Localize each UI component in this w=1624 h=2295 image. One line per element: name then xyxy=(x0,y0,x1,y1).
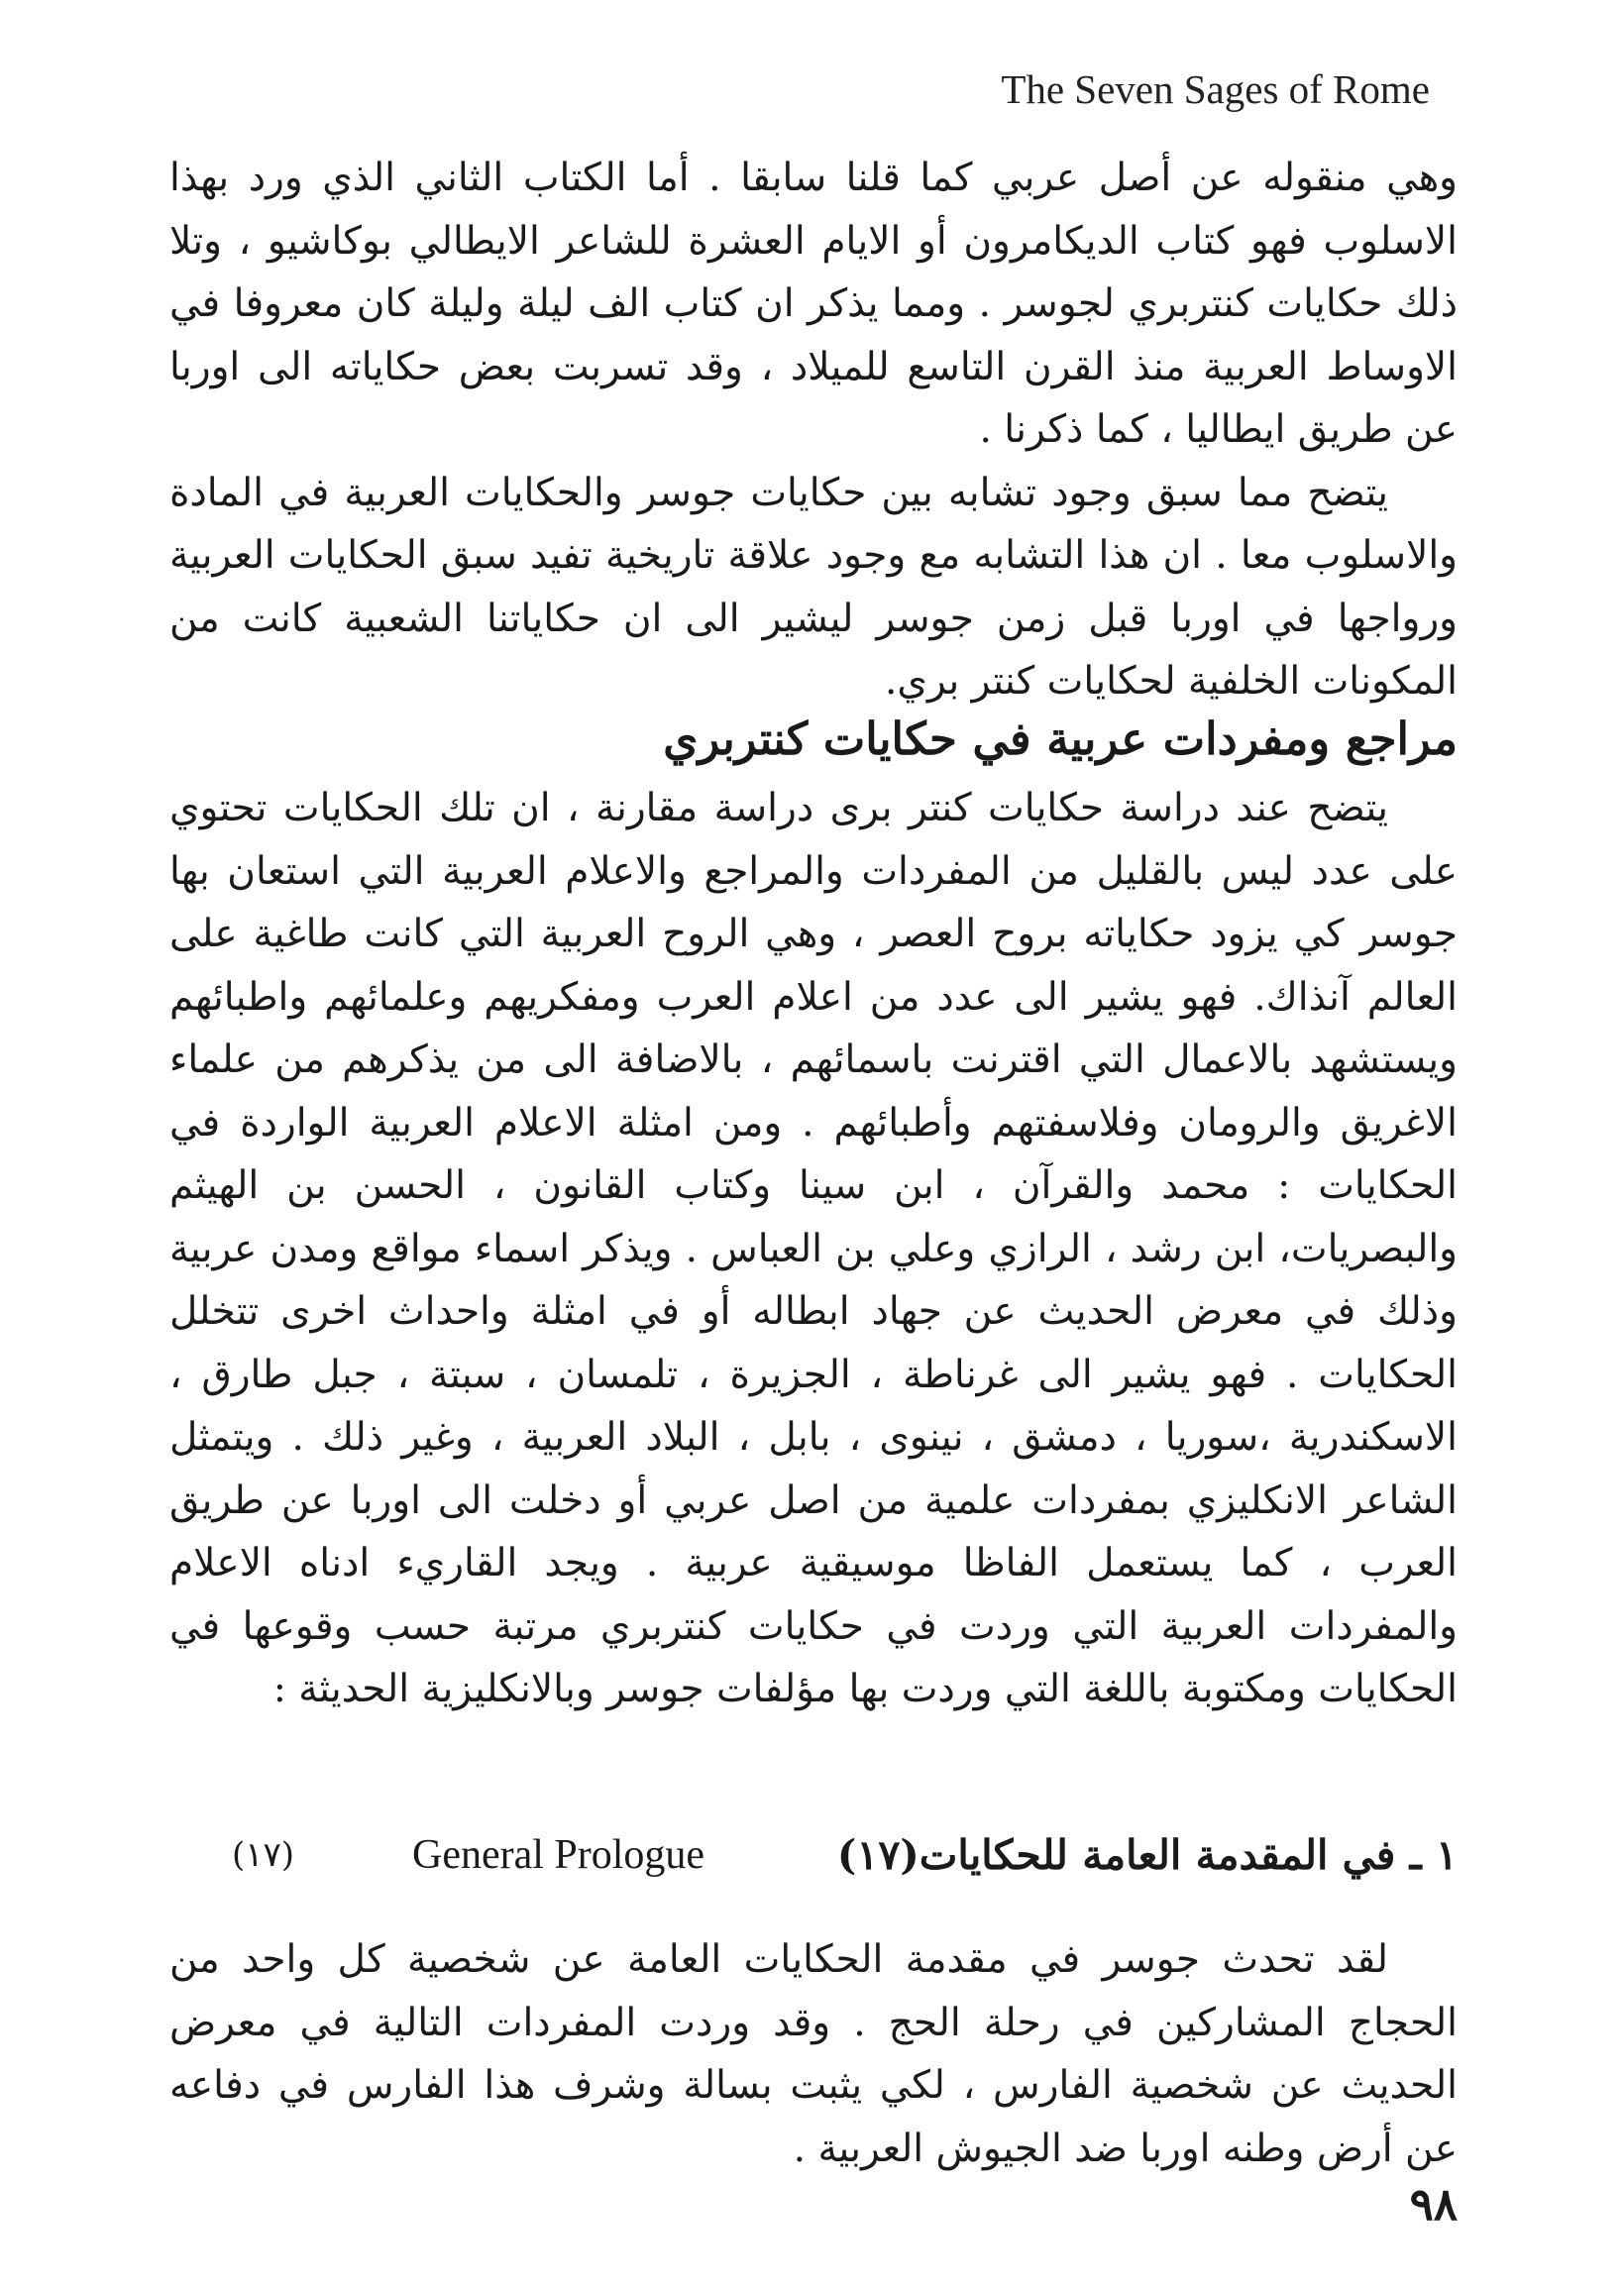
subsection-arabic-title: ١ ـ في المقدمة العامة للحكايات(١٧) xyxy=(836,1831,1458,1879)
paragraph: لقد تحدث جوسر في مقدمة الحكايات العامة عن شخصية كل واحد من الحجاج المشاركين في رحلة الحج . وقد وردت المفردات التالية في معرض الحديث عن شخصية الفارس ، لكي يثبت بسالة وشرف هذا الفارس في دفاعه عن أرض وطنه اوربا ضد الجيوش العربية . xyxy=(169,1937,1458,2171)
section-heading: مراجع ومفردات عربية في حكايات كنتربري xyxy=(663,712,1458,765)
paragraph: يتضح مما سبق وجود تشابه بين حكايات جوسر والحكايات العربية في المادة والاسلوب معا . ان هذا التشابه مع وجود علاقة تاريخية تفيد سبق الحكايات العربية ورواجها في اوربا قبل زمن جوسر ليشير الى ان حكاياتنا الشعبية كانت من المكونات الخلفية لحكايات كنتر بري. xyxy=(169,470,1458,704)
section-body xyxy=(169,777,1458,1721)
footnote-reference: (١٧) xyxy=(232,1835,295,1875)
subsection-heading xyxy=(196,1825,1458,1885)
intro-text xyxy=(169,147,1458,713)
page-number: ٩٨ xyxy=(1409,2178,1458,2231)
running-header: The Seven Sages of Rome xyxy=(1001,66,1430,112)
subsection-body xyxy=(169,1928,1458,2180)
paragraph: يتضح عند دراسة حكايات كنتر برى دراسة مقارنة ، ان تلك الحكايات تحتوي على عدد ليس بالقليل من المفردات والمراجع والاعلام العربية التي استعان بها جوسر كي يزود حكاياته بروح العصر ، وهي الروح العربية التي كانت طاغية على العالم آنذاك. فهو يشير الى عدد من اعلام العرب ومفكريهم وعلمائهم واطبائهم ويستشهد بالاعمال التي اقترنت باسمائهم ، بالاضافة الى من يذكرهم من علماء الاغريق والرومان وفلاسفتهم وأطبائهم . ومن امثلة الاعلام العربية الواردة في الحكايات : محمد والقرآن ، ابن سينا وكتاب القانون ، الحسن بن الهيثم والبصريات، ابن رشد ، الرازي وعلي بن العباس . ويذكر اسماء مواقع ومدن عربية وذلك في معرض الحديث عن جهاد ابطاله أو في امثلة واحداث اخرى تتخلل الحكايات . فهو يشير الى غرناطة ، الجزيرة ، تلمسان ، سبتة ، جبل طارق ، الاسكندرية ،سوريا ، دمشق ، نينوى ، بابل ، البلاد العربية ، وغير ذلك . ويتمثل الشاعر الانكليزي بمفردات علمية من اصل عربي أو دخلت الى اوربا عن طريق العرب ، كما يستعمل الفاظا موسيقية عربية . ويجد القاريء ادناه الاعلام والمفردات العربية التي وردت في حكايات كنتربري مرتبة حسب وقوعها في الحكايات ومكتوبة باللغة التي وردت بها مؤلفات جوسر وبالانكليزية الحديثة : xyxy=(169,786,1459,1711)
subsection-english-title: General Prologue xyxy=(412,1832,705,1878)
paragraph: وهي منقوله عن أصل عربي كما قلنا سابقا . أما الكتاب الثاني الذي ورد بهذا الاسلوب فهو كتاب الديكامرون أو الايام العشرة للشاعر الايطالي بوكاشيو ، وتلا ذلك حكايات كنتربري لجوسر . ومما يذكر ان كتاب الف ليلة وليلة كان معروفا في الاوساط العربية منذ القرن التاسع للميلاد ، وقد تسربت بعض حكاياته الى اوربا عن طريق ايطاليا ، كما ذكرنا . xyxy=(169,156,1458,452)
